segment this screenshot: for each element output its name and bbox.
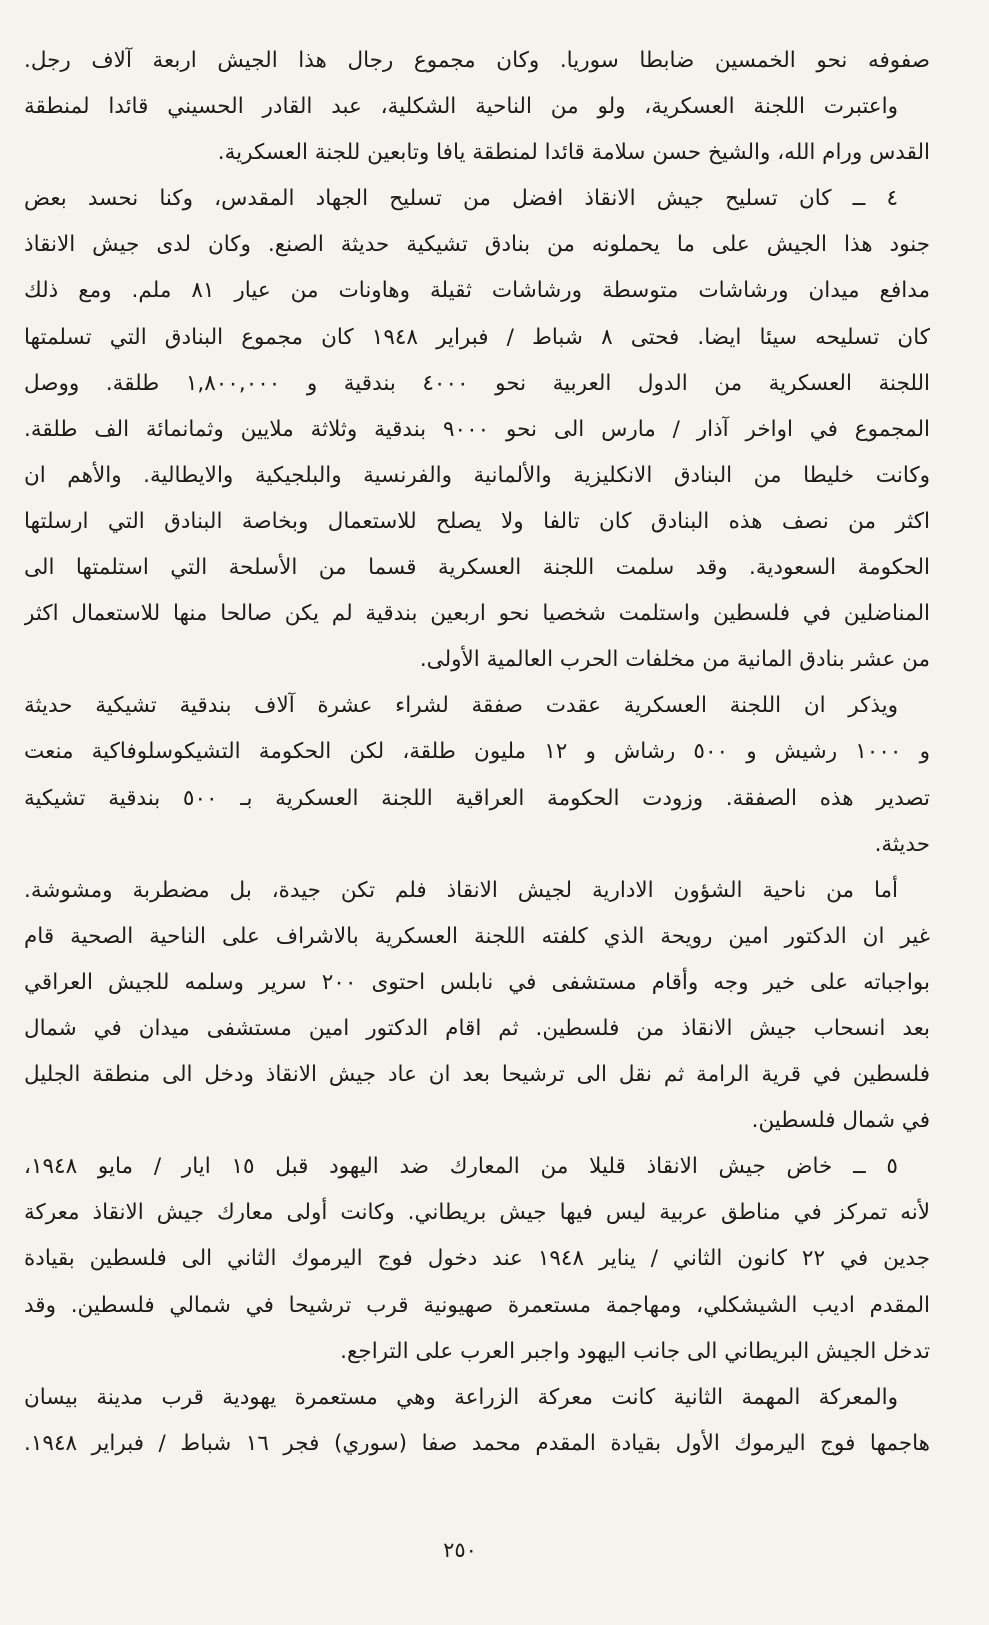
text-line: مدافع ميدان ورشاشات متوسطة ورشاشات ثقيلة وهاونات من عيار ٨١ ملم. ومع ذلك <box>24 278 930 304</box>
page-number: ٢٥٠ <box>443 1538 477 1562</box>
text-line: حديثة. <box>874 831 930 857</box>
text-line: و ١٠٠٠ رشيش و ٥٠٠ رشاش و ١٢ مليون طلقة، لكن الحكومة التشيكوسلوفاكية منعت <box>24 739 930 765</box>
text-line: جدين في ٢٢ كانون الثاني / يناير ١٩٤٨ عند دخول فوج اليرموك الثاني الى فلسطين بقيادة <box>24 1246 930 1272</box>
text-line: غير ان الدكتور امين رويحة الذي كلفته اللجنة العسكرية بالاشراف على الناحية الصحية قام <box>24 923 930 949</box>
text-line: جنود هذا الجيش على ما يحملونه من بنادق تشيكية حديثة الصنع. وكان لدى جيش الانقاذ <box>24 232 930 258</box>
text-line: اللجنة العسكرية من الدول العربية نحو ٤٠٠٠ بندقية و ١,٨٠٠,٠٠٠ طلقة. ووصل <box>24 370 930 396</box>
text-line: القدس ورام الله، والشيخ حسن سلامة قائدا لمنطقة يافا وتابعين للجنة العسكرية. <box>217 140 930 166</box>
text-line: ٤ ــ كان تسليح جيش الانقاذ افضل من تسليح الجهاد المقدس، وكنا نحسد بعض <box>24 186 898 212</box>
text-line: المقدم اديب الشيشكلي، ومهاجمة مستعمرة صهيونية قرب ترشيحا في شمالي فلسطين. وقد <box>24 1292 930 1318</box>
text-line: أما من ناحية الشؤون الادارية لجيش الانقاذ فلم تكن جيدة، بل مضطربة ومشوشة. <box>24 877 898 903</box>
text-line: الحكومة السعودية. وقد سلمت اللجنة العسكرية قسما من الأسلحة التي استلمتها الى <box>24 555 930 581</box>
text-line: هاجمها فوج اليرموك الأول بقيادة المقدم محمد صفا (سوري) فجر ١٦ شباط / فبراير ١٩٤٨. <box>24 1430 930 1456</box>
text-line: واعتبرت اللجنة العسكرية، ولو من الناحية الشكلية، عبد القادر الحسيني قائدا لمنطقة <box>24 94 898 120</box>
text-line: تدخل الجيش البريطاني الى جانب اليهود واجبر العرب على التراجع. <box>340 1338 930 1364</box>
text-line: كان تسليحه سيئا ايضا. فحتى ٨ شباط / فبراير ١٩٤٨ كان مجموع البنادق التي تسلمتها <box>24 324 930 350</box>
text-line: بعد انسحاب جيش الانقاذ من فلسطين. ثم اقام الدكتور امين مستشفى ميدان في شمال <box>24 1015 930 1041</box>
text-line: ويذكر ان اللجنة العسكرية عقدت صفقة لشراء عشرة آلاف بندقية تشيكية حديثة <box>24 693 898 719</box>
text-line: اكثر من نصف هذه البنادق كان تالفا ولا يصلح للاستعمال وبخاصة البنادق التي ارسلتها <box>24 508 930 534</box>
text-line: المجموع في اواخر آذار / مارس الى نحو ٩٠٠٠ بندقية وثلاثة ملايين وثمانمائة الف طلقة. <box>24 416 930 442</box>
text-line: المناضلين في فلسطين واستلمت شخصيا نحو اربعين بندقية لم يكن صالحا منها للاستعمال اكثر <box>24 601 930 627</box>
text-line: في شمال فلسطين. <box>751 1108 930 1134</box>
text-line: بواجباته على خير وجه وأقام مستشفى في نابلس احتوى ٢٠٠ سرير وسلمه للجيش العراقي <box>24 969 930 995</box>
text-line: لأنه تمركز في مناطق عربية ليس فيها جيش بريطاني. وكانت أولى معارك جيش الانقاذ معركة <box>24 1200 930 1226</box>
text-line: صفوفه نحو الخمسين ضابطا سوريا. وكان مجموع رجال هذا الجيش اربعة آلاف رجل. <box>24 48 930 73</box>
text-line: فلسطين في قرية الرامة ثم نقل الى ترشيحا بعد ان عاد جيش الانقاذ ودخل الى منطقة الجليل <box>24 1062 930 1088</box>
text-line: تصدير هذه الصفقة. وزودت الحكومة العراقية اللجنة العسكرية بـ ٥٠٠ بندقية تشيكية <box>24 785 930 811</box>
text-line: وكانت خليطا من البنادق الانكليزية والألمانية والفرنسية والبلجيكية والايطالية. والأهم ان <box>24 462 930 488</box>
text-line: والمعركة المهمة الثانية كانت معركة الزراعة وهي مستعمرة يهودية قرب مدينة بيسان <box>24 1384 898 1410</box>
text-line: من عشر بنادق المانية من مخلفات الحرب العالمية الأولى. <box>419 647 930 673</box>
text-line: ٥ ــ خاض جيش الانقاذ قليلا من المعارك ضد اليهود قبل ١٥ ايار / مايو ١٩٤٨، <box>24 1154 898 1180</box>
page-body <box>24 38 930 1467</box>
